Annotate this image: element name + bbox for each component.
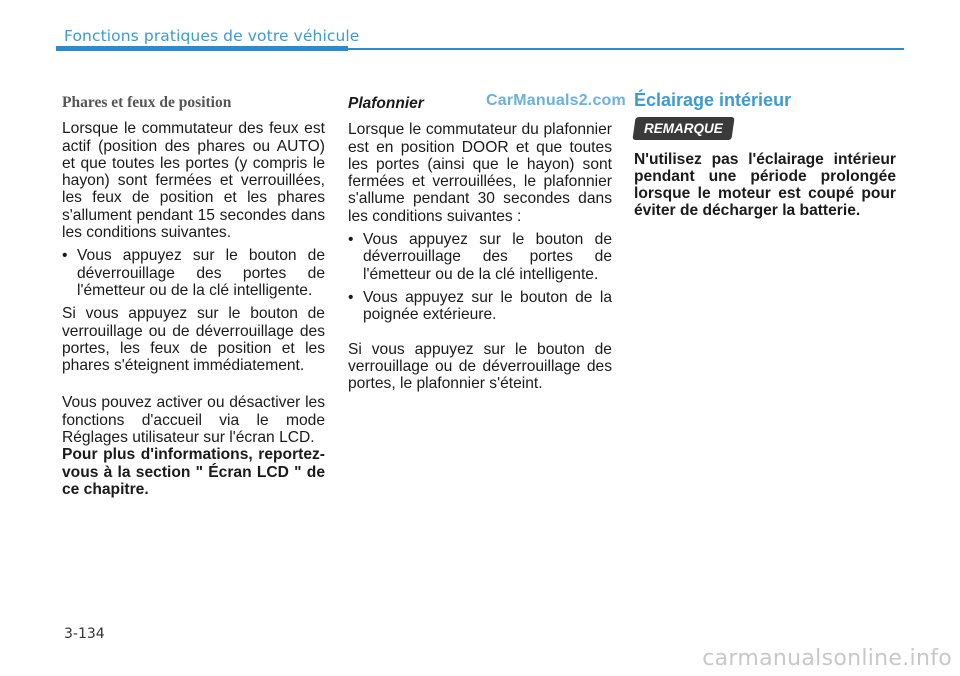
note-eclairage-interieur: N'utilisez pas l'éclairage intérieur pendant une période prolongée lorsque le moteur est coupé pour éviter de décharger la batterie. bbox=[634, 150, 896, 220]
footer-watermark: carmanualsonline.info bbox=[702, 646, 952, 671]
section-header-title: Fonctions pratiques de votre véhicule bbox=[64, 27, 360, 45]
paragraph-plafonnier-eteint: Si vous appuyez sur le bouton de verrouillage ou de déverrouillage des portes, le plafonnier s'éteint. bbox=[348, 340, 612, 393]
bullet-text: Vous appuyez sur le bouton de déverrouillage des portes de l'émetteur ou de la clé intelligente. bbox=[77, 247, 325, 299]
heading-plafonnier: Plafonnier bbox=[348, 95, 424, 112]
paragraph-phares-eteignent: Si vous appuyez sur le bouton de verrouillage ou de déverrouillage des portes, les feux de position et les phares s'éteignent immédiatement. bbox=[62, 305, 325, 375]
paragraph-phares-intro: Lorsque le commutateur des feux est actif (position des phares ou AUTO) et que toutes les portes (y compris le hayon) sont fermées et verrouillées, les feux de position et les phares s'allument pendant 15 secondes dans les conditions suivantes. bbox=[62, 120, 325, 242]
page-number: 3-134 bbox=[64, 626, 105, 642]
paragraph-pour-plus-informations: Pour plus d'informations, reportez-vous à la section " Écran LCD " de ce chapitre. bbox=[62, 446, 325, 498]
remarque-badge-label: REMARQUE bbox=[644, 121, 723, 137]
column-right bbox=[634, 92, 896, 220]
bullet-dot: • bbox=[62, 247, 68, 265]
bullet-text: Vous appuyez sur le bouton de la poignée extérieure. bbox=[363, 288, 612, 324]
paragraph-fonctions-accueil: Vous pouvez activer ou désactiver les fonctions d'accueil via le mode Réglages utilisateur sur l'écran LCD. bbox=[62, 394, 325, 447]
heading-phares-feux-position: Phares et feux de position bbox=[62, 94, 232, 111]
bullet-text: Vous appuyez sur le bouton de déverrouillage des portes de l'émetteur ou de la clé intelligente. bbox=[363, 231, 612, 283]
paragraph-plafonnier-intro: Lorsque le commutateur du plafonnier est en position DOOR et que toutes les portes (ainsi que le hayon) sont fermées et verrouillées, le plafonnier s'allume pendant 30 secondes dans les conditions suivantes : bbox=[348, 121, 612, 225]
column-middle bbox=[348, 92, 612, 392]
bullet-dot: • bbox=[348, 231, 354, 249]
column-left bbox=[62, 92, 325, 498]
watermark-carmanuals2: CarManuals2.com bbox=[486, 92, 626, 109]
bullet-item bbox=[348, 231, 612, 283]
remarque-badge bbox=[632, 117, 734, 140]
bullet-item bbox=[62, 247, 325, 299]
heading-eclairage-interieur: Éclairage intérieur bbox=[634, 90, 792, 110]
header-rule-thick bbox=[56, 46, 348, 51]
header-rule-thin bbox=[348, 48, 904, 50]
bullet-dot: • bbox=[348, 288, 354, 306]
bullet-item bbox=[348, 289, 612, 324]
